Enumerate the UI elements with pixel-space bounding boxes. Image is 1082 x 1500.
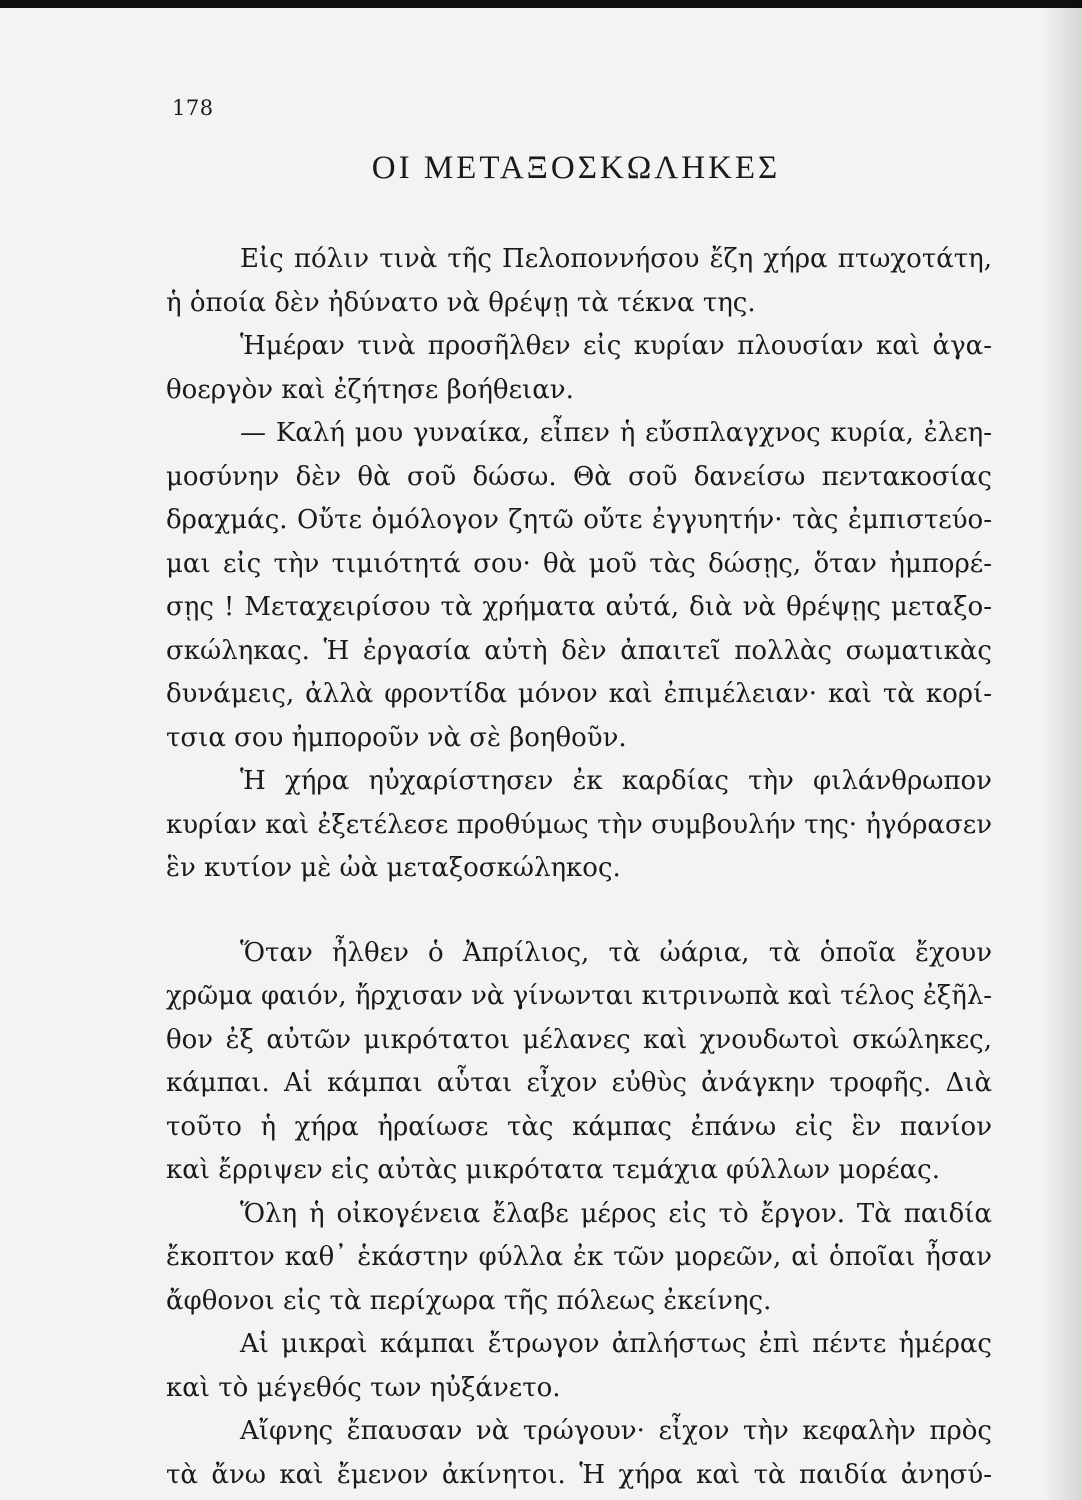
section-gap <box>166 891 992 932</box>
text-line: χρῶμα φαιόν, ἤρχισαν νὰ γίνωνται κιτρινωπὰ καὶ τέλος ἐξῆλ- <box>166 981 993 1011</box>
text-line: ἔκοπτον καθ᾿ ἑκάστην φύλλα ἐκ τῶν μορεῶν, αἱ ὁποῖαι ἦσαν <box>166 1242 992 1272</box>
page-binding-shadow <box>1042 0 1082 1500</box>
text-line: Αἱ μικραὶ κάμπαι ἔτρωγον ἀπλήστως ἐπὶ πέντε ἡμέρας <box>240 1329 992 1359</box>
text-line: ἡ ὁποία δὲν ἠδύνατο νὰ θρέψῃ τὰ τέκνα της. <box>166 287 756 318</box>
page-number: 178 <box>172 96 214 120</box>
text-line: θον ἐξ αὐτῶν μικρότατοι μέλανες καὶ χνουδωτοὶ σκώληκες, <box>166 1024 992 1055</box>
text-line: καὶ τὸ μέγεθός των ηὐξάνετο. <box>166 1372 561 1403</box>
text-line: τὰ ἄνω καὶ ἔμενον ἀκίνητοι. Ἡ χήρα καὶ τὰ παιδία ἀνησύ- <box>166 1459 992 1490</box>
text-line: Αἴφνης ἔπαυσαν νὰ τρώγουν· εἶχον τὴν κεφαλὴν πρὸς <box>240 1416 992 1446</box>
text-line: Ἡ χήρα ηὐχαρίστησεν ἐκ καρδίας τὴν φιλάνθρωπον <box>240 766 992 796</box>
text-line: καὶ ἔρριψεν εἰς αὐτὰς μικρότατα τεμάχια φύλλων μορέας. <box>166 1155 940 1185</box>
text-line: σκώληκας. Ἡ ἐργασία αὐτὴ δὲν ἀπαιτεῖ πολλὰς σωματικὰς <box>166 635 992 666</box>
text-line: κάμπαι. Αἱ κάμπαι αὗται εἶχον εὐθὺς ἀνάγκην τροφῆς. Διὰ <box>166 1068 992 1098</box>
text-line: σῃς ! Μεταχειρίσου τὰ χρήματα αὐτά, διὰ νὰ θρέψῃς μεταξο- <box>166 592 992 622</box>
section-2 <box>166 932 992 1498</box>
page-top-edge <box>0 0 1082 8</box>
text-line: Εἰς πόλιν τινὰ τῆς Πελοποννήσου ἔζη χήρα πτωχοτάτη, <box>240 244 992 274</box>
page-title: ΟΙ ΜΕΤΑΞΟΣΚΩΛΗΚΕΣ <box>371 150 781 186</box>
text-line: Ἡμέραν τινὰ προσῆλθεν εἰς κυρίαν πλουσίαν καὶ ἀγα- <box>240 331 992 361</box>
text-line: Ὅταν ἦλθεν ὁ Ἀπρίλιος, τὰ ὠάρια, τὰ ὁποῖα ἔχουν <box>240 937 992 968</box>
text-line: τοῦτο ἡ χήρα ἠραίωσε τὰς κάμπας ἐπάνω εἰς ἓν πανίον <box>166 1111 992 1142</box>
section-1 <box>166 238 992 891</box>
body-text <box>166 238 992 1497</box>
text-line: ἄφθονοι εἰς τὰ περίχωρα τῆς πόλεως ἐκείνης. <box>166 1285 772 1316</box>
text-line: μοσύνην δὲν θὰ σοῦ δώσω. Θὰ σοῦ δανείσω πεντακοσίας <box>166 461 992 492</box>
text-line: δυνάμεις, ἀλλὰ φροντίδα μόνον καὶ ἐπιμέλειαν· καὶ τὰ κορί- <box>166 679 992 709</box>
text-line: ἓν κυτίον μὲ ὠὰ μεταξοσκώληκος. <box>166 853 621 883</box>
text-line: τσια σου ἠμποροῦν νὰ σὲ βοηθοῦν. <box>166 722 627 753</box>
text-line: θοεργὸν καὶ ἐζήτησε βοήθειαν. <box>166 374 574 405</box>
text-line: κυρίαν καὶ ἐξετέλεσε προθύμως τὴν συμβουλήν της· ἠγόρασεν <box>166 809 992 840</box>
text-line: Ὅλη ἡ οἰκογένεια ἔλαβε μέρος εἰς τὸ ἔργον. Τὰ παιδία <box>240 1198 992 1229</box>
text-line: δραχμάς. Οὔτε ὁμόλογον ζητῶ οὔτε ἐγγυητήν· τὰς ἐμπιστεύο- <box>166 505 992 535</box>
text-line: — Καλή μου γυναίκα, εἶπεν ἡ εὔσπλαγχνος κυρία, ἐλεη- <box>240 418 992 448</box>
text-line: μαι εἰς τὴν τιμιότητά σου· θὰ μοῦ τὰς δώσῃς, ὅταν ἠμπορέ- <box>166 548 992 579</box>
